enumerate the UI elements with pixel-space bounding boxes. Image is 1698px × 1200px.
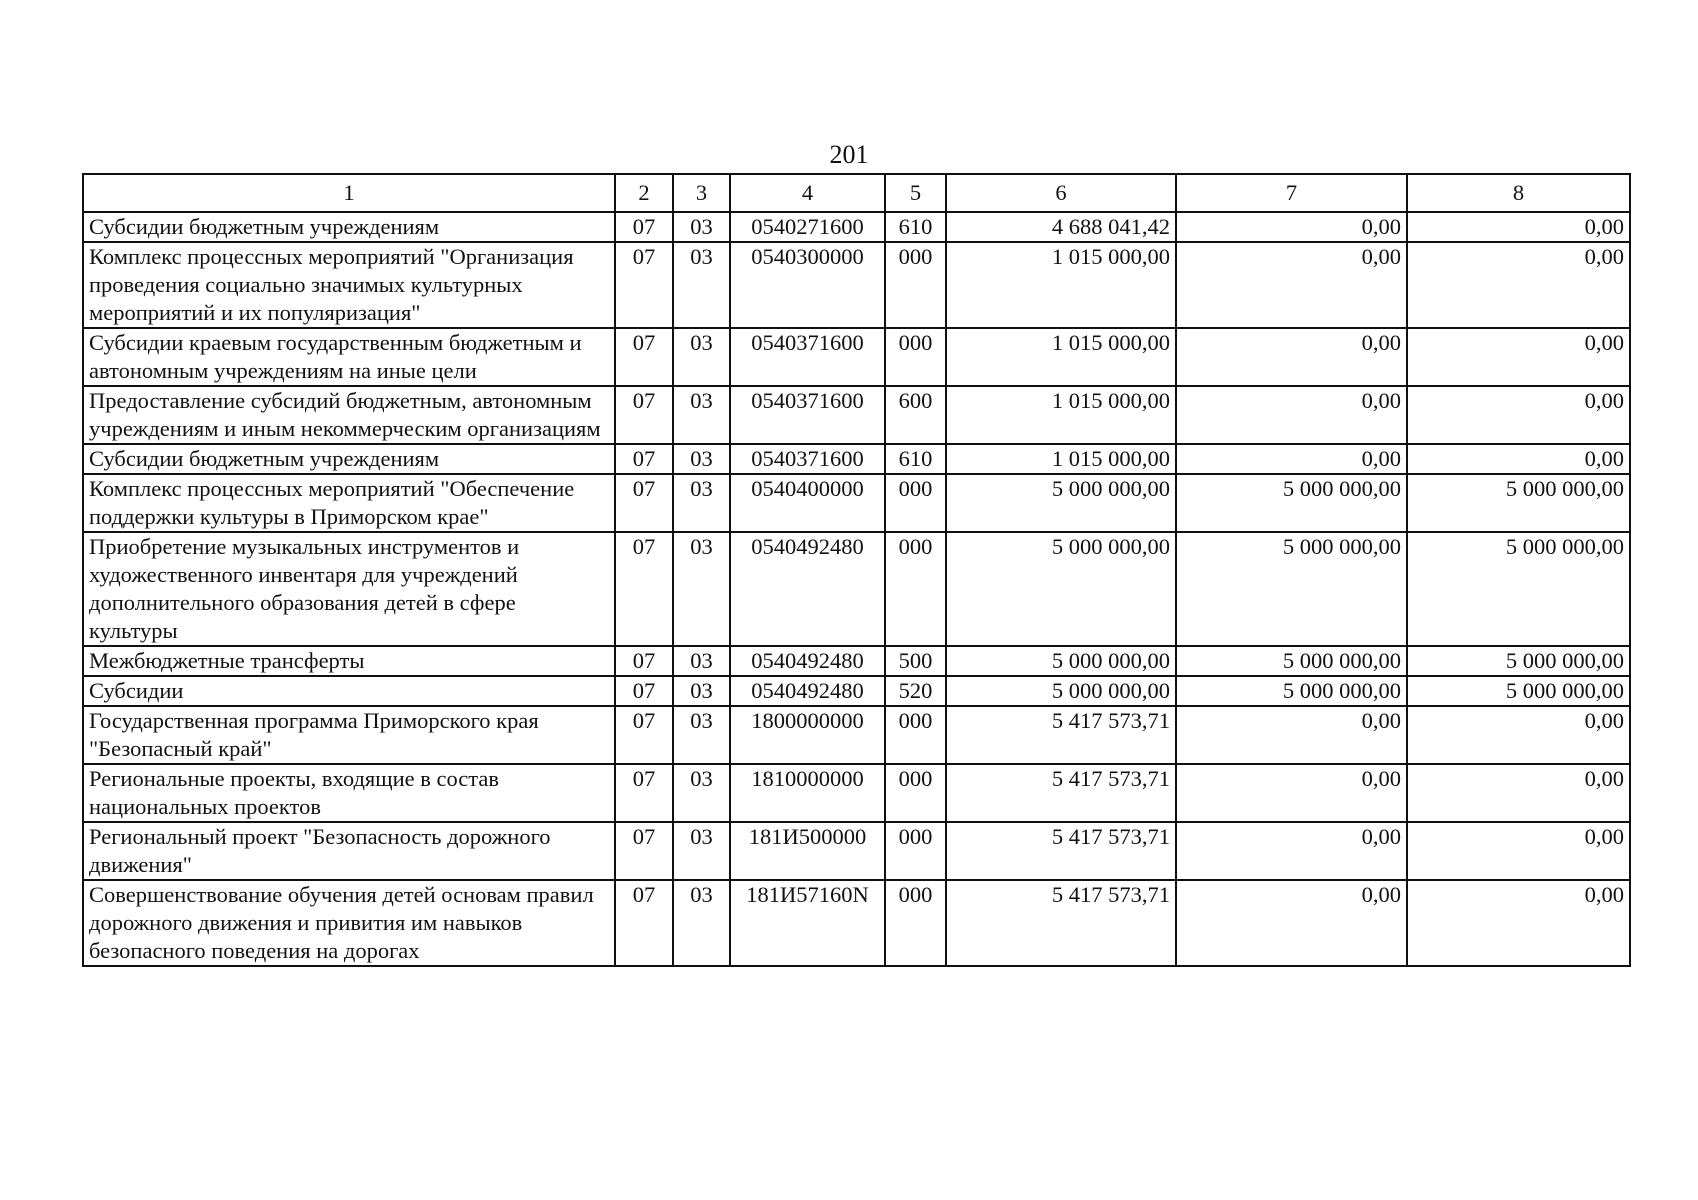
row-amount-6: 1 015 000,00 xyxy=(946,386,1176,444)
row-expense-type: 000 xyxy=(885,764,946,822)
row-subsection: 03 xyxy=(673,212,730,242)
row-amount-8: 0,00 xyxy=(1407,764,1630,822)
row-expense-type: 610 xyxy=(885,212,946,242)
row-target-code: 0540492480 xyxy=(730,676,885,706)
table-row xyxy=(83,646,1630,676)
row-expense-type: 000 xyxy=(885,328,946,386)
row-name: Субсидии xyxy=(83,676,615,706)
row-amount-6: 5 417 573,71 xyxy=(946,764,1176,822)
row-amount-7: 0,00 xyxy=(1176,444,1407,474)
row-section: 07 xyxy=(615,676,673,706)
row-amount-8: 0,00 xyxy=(1407,822,1630,880)
row-amount-6: 1 015 000,00 xyxy=(946,328,1176,386)
row-name: Приобретение музыкальных инструментов и художественного инвентаря для учреждений дополнительного образования детей в сфере культуры xyxy=(83,532,615,646)
row-subsection: 03 xyxy=(673,706,730,764)
row-name: Государственная программа Приморского края "Безопасный край" xyxy=(83,706,615,764)
row-amount-6: 1 015 000,00 xyxy=(946,242,1176,328)
row-section: 07 xyxy=(615,444,673,474)
row-amount-8: 5 000 000,00 xyxy=(1407,474,1630,532)
column-header-6: 6 xyxy=(946,174,1176,212)
column-header-5: 5 xyxy=(885,174,946,212)
row-amount-7: 5 000 000,00 xyxy=(1176,676,1407,706)
header-row xyxy=(83,174,1630,212)
row-target-code: 0540271600 xyxy=(730,212,885,242)
row-target-code: 0540492480 xyxy=(730,646,885,676)
row-amount-7: 0,00 xyxy=(1176,328,1407,386)
row-name: Региональные проекты, входящие в состав национальных проектов xyxy=(83,764,615,822)
table-row xyxy=(83,474,1630,532)
row-amount-7: 0,00 xyxy=(1176,212,1407,242)
row-name: Комплекс процессных мероприятий "Обеспечение поддержки культуры в Приморском крае" xyxy=(83,474,615,532)
row-amount-7: 0,00 xyxy=(1176,706,1407,764)
row-amount-8: 0,00 xyxy=(1407,328,1630,386)
row-subsection: 03 xyxy=(673,532,730,646)
row-target-code: 0540300000 xyxy=(730,242,885,328)
table-row xyxy=(83,242,1630,328)
table-row xyxy=(83,444,1630,474)
row-name: Совершенствование обучения детей основам правил дорожного движения и привития им навыков безопасного поведения на дорогах xyxy=(83,880,615,966)
budget-table xyxy=(82,173,1631,967)
column-header-2: 2 xyxy=(615,174,673,212)
row-expense-type: 500 xyxy=(885,646,946,676)
column-header-7: 7 xyxy=(1176,174,1407,212)
row-amount-7: 5 000 000,00 xyxy=(1176,532,1407,646)
table-row xyxy=(83,676,1630,706)
row-section: 07 xyxy=(615,242,673,328)
table-row xyxy=(83,212,1630,242)
row-section: 07 xyxy=(615,386,673,444)
row-amount-6: 1 015 000,00 xyxy=(946,444,1176,474)
row-amount-8: 5 000 000,00 xyxy=(1407,676,1630,706)
row-amount-6: 5 000 000,00 xyxy=(946,676,1176,706)
row-section: 07 xyxy=(615,328,673,386)
row-expense-type: 000 xyxy=(885,532,946,646)
row-expense-type: 000 xyxy=(885,822,946,880)
row-amount-8: 5 000 000,00 xyxy=(1407,646,1630,676)
row-expense-type: 000 xyxy=(885,474,946,532)
row-amount-6: 5 417 573,71 xyxy=(946,880,1176,966)
table-row xyxy=(83,532,1630,646)
row-amount-7: 0,00 xyxy=(1176,242,1407,328)
row-target-code: 181И500000 xyxy=(730,822,885,880)
row-amount-8: 0,00 xyxy=(1407,444,1630,474)
row-subsection: 03 xyxy=(673,764,730,822)
row-section: 07 xyxy=(615,532,673,646)
row-section: 07 xyxy=(615,880,673,966)
row-expense-type: 000 xyxy=(885,242,946,328)
column-header-3: 3 xyxy=(673,174,730,212)
row-expense-type: 610 xyxy=(885,444,946,474)
row-name: Предоставление субсидий бюджетным, автономным учреждениям и иным некоммерческим организациям xyxy=(83,386,615,444)
row-target-code: 0540371600 xyxy=(730,444,885,474)
row-amount-6: 4 688 041,42 xyxy=(946,212,1176,242)
row-name: Региональный проект "Безопасность дорожного движения" xyxy=(83,822,615,880)
row-amount-6: 5 000 000,00 xyxy=(946,532,1176,646)
row-amount-8: 0,00 xyxy=(1407,212,1630,242)
row-amount-6: 5 417 573,71 xyxy=(946,706,1176,764)
row-subsection: 03 xyxy=(673,444,730,474)
table-row xyxy=(83,706,1630,764)
row-amount-8: 0,00 xyxy=(1407,386,1630,444)
row-section: 07 xyxy=(615,474,673,532)
row-subsection: 03 xyxy=(673,386,730,444)
row-amount-8: 5 000 000,00 xyxy=(1407,532,1630,646)
table-row xyxy=(83,328,1630,386)
row-section: 07 xyxy=(615,646,673,676)
row-amount-7: 0,00 xyxy=(1176,822,1407,880)
row-name: Субсидии краевым государственным бюджетным и автономным учреждениям на иные цели xyxy=(83,328,615,386)
row-amount-7: 0,00 xyxy=(1176,764,1407,822)
column-header-8: 8 xyxy=(1407,174,1630,212)
row-expense-type: 520 xyxy=(885,676,946,706)
column-header-4: 4 xyxy=(730,174,885,212)
table-row xyxy=(83,386,1630,444)
row-amount-6: 5 417 573,71 xyxy=(946,822,1176,880)
page-number: 201 xyxy=(829,140,869,169)
row-subsection: 03 xyxy=(673,474,730,532)
row-amount-8: 0,00 xyxy=(1407,242,1630,328)
row-amount-6: 5 000 000,00 xyxy=(946,646,1176,676)
row-target-code: 1810000000 xyxy=(730,764,885,822)
row-target-code: 1800000000 xyxy=(730,706,885,764)
row-section: 07 xyxy=(615,212,673,242)
row-subsection: 03 xyxy=(673,242,730,328)
row-section: 07 xyxy=(615,822,673,880)
row-amount-7: 0,00 xyxy=(1176,880,1407,966)
column-header-1: 1 xyxy=(83,174,615,212)
row-amount-7: 5 000 000,00 xyxy=(1176,474,1407,532)
row-subsection: 03 xyxy=(673,676,730,706)
table-row xyxy=(83,764,1630,822)
row-amount-8: 0,00 xyxy=(1407,706,1630,764)
row-section: 07 xyxy=(615,706,673,764)
row-expense-type: 000 xyxy=(885,880,946,966)
row-section: 07 xyxy=(615,764,673,822)
row-target-code: 0540400000 xyxy=(730,474,885,532)
row-name: Комплекс процессных мероприятий "Организация проведения социально значимых культурных мероприятий и их популяризация" xyxy=(83,242,615,328)
row-amount-7: 0,00 xyxy=(1176,386,1407,444)
row-expense-type: 600 xyxy=(885,386,946,444)
row-target-code: 0540371600 xyxy=(730,328,885,386)
table-row xyxy=(83,822,1630,880)
row-subsection: 03 xyxy=(673,822,730,880)
row-amount-8: 0,00 xyxy=(1407,880,1630,966)
row-target-code: 181И57160N xyxy=(730,880,885,966)
row-subsection: 03 xyxy=(673,328,730,386)
table-row xyxy=(83,880,1630,966)
row-name: Субсидии бюджетным учреждениям xyxy=(83,212,615,242)
row-amount-7: 5 000 000,00 xyxy=(1176,646,1407,676)
row-amount-6: 5 000 000,00 xyxy=(946,474,1176,532)
row-name: Субсидии бюджетным учреждениям xyxy=(83,444,615,474)
row-subsection: 03 xyxy=(673,646,730,676)
row-target-code: 0540371600 xyxy=(730,386,885,444)
row-name: Межбюджетные трансферты xyxy=(83,646,615,676)
row-subsection: 03 xyxy=(673,880,730,966)
row-expense-type: 000 xyxy=(885,706,946,764)
row-target-code: 0540492480 xyxy=(730,532,885,646)
